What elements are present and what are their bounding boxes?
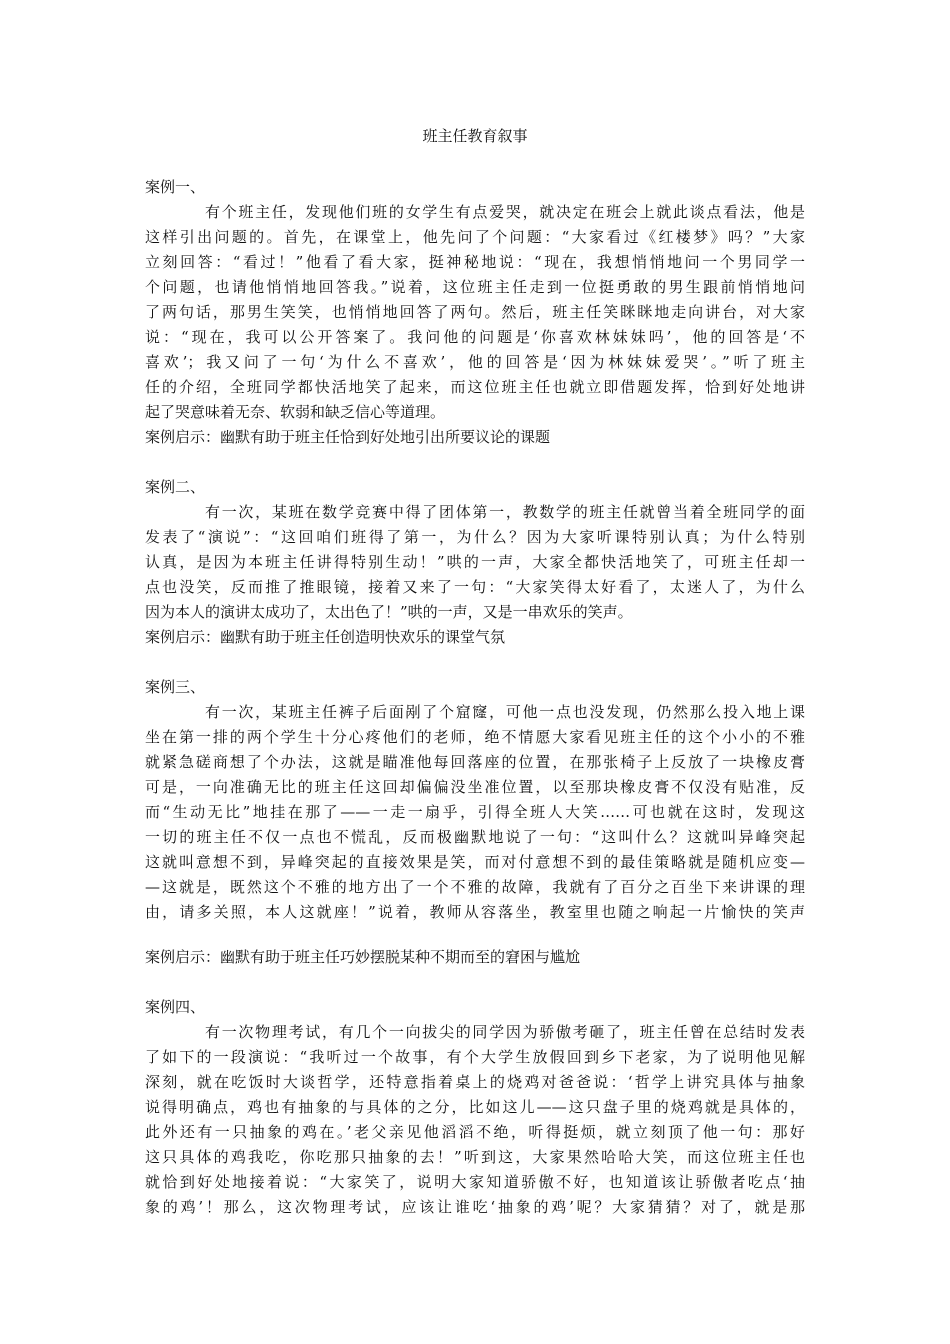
case-1-line: 说：“现在，我可以公开答案了。我问他的问题是‘你喜欢林妹妹吗’，他的回答是‘不 xyxy=(145,328,805,346)
case-2-body xyxy=(145,500,805,625)
case-3-body xyxy=(145,700,805,925)
case-1-line: 任的介绍，全班同学都快活地笑了起来，而这位班主任也就立即借题发挥，恰到好处地讲 xyxy=(145,378,805,396)
case-4-heading: 案例四、 xyxy=(145,998,206,1016)
case-2-line: 认真，是因为本班主任讲得特别生动！”哄的一声，大家全都快活地笑了，可班主任却一 xyxy=(145,553,805,571)
case-2-line: 发表了“演说”：“这回咱们班得了第一，为什么？因为大家听课特别认真；为什么特别 xyxy=(145,528,805,546)
case-3-line: 有一次，某班主任裤子后面剐了个窟窿，可他一点也没发现，仍然那么投入地上课 xyxy=(205,703,805,721)
case-1-line: 这样引出问题的。首先，在课堂上，他先问了个问题：“大家看过《红楼梦》吗？”大家 xyxy=(145,228,805,246)
case-4-line: 了如下的一段演说：“我听过一个故事，有个大学生放假回到乡下老家，为了说明他见解 xyxy=(145,1048,805,1066)
case-2-insight: 案例启示：幽默有助于班主任创造明快欢乐的课堂气氛 xyxy=(145,628,506,646)
case-3-line: 一切的班主任不仅一点也不慌乱，反而极幽默地说了一句：“这叫什么？这就叫异峰突起 xyxy=(145,828,805,846)
case-4-line: 这只具体的鸡我吃，你吃那只抽象的去！”听到这，大家果然哈哈大笑，而这位班主任也 xyxy=(145,1148,805,1166)
case-4-line: 象的鸡’！那么，这次物理考试，应该让谁吃‘抽象的鸡’呢？大家猜猜？对了，就是那 xyxy=(145,1198,805,1216)
case-3-line: 由，请多关照，本人这就座！”说着，教师从容落坐，教室里也随之响起一片愉快的笑声 xyxy=(145,903,805,921)
case-2-line: 有一次，某班在数学竞赛中得了团体第一，教数学的班主任就曾当着全班同学的面 xyxy=(205,503,805,521)
case-1-line: 起了哭意味着无奈、软弱和缺乏信心等道理。 xyxy=(145,403,446,421)
case-2-heading: 案例二、 xyxy=(145,478,206,496)
case-3-line: 坐在第一排的两个学生十分心疼他们的老师，绝不情愿大家看见班主任的这个小小的不雅 xyxy=(145,728,805,746)
case-1-line: 喜欢’；我又问了一句‘为什么不喜欢’，他的回答是‘因为林妹妹爱哭’。”听了班主 xyxy=(145,353,805,371)
case-4-line: 深刻，就在吃饭时大谈哲学，还特意指着桌上的烧鸡对爸爸说：‘哲学上讲究具体与抽象 xyxy=(145,1073,805,1091)
case-3-line: 可是，一向准确无比的班主任这回却偏偏没坐准位置，以至那块橡皮膏不仅没有贴准，反 xyxy=(145,778,805,796)
case-3-line: —这就是，既然这个不雅的地方出了一个不雅的故障，我就有了百分之百坐下来讲课的理 xyxy=(145,878,805,896)
case-3-line: 就紧急磋商想了个办法，这就是瞄准他每回落座的位置，在那张椅子上反放了一块橡皮膏 xyxy=(145,753,805,771)
case-4-line: 说得明确点，鸡也有抽象的与具体的之分，比如这儿——这只盘子里的烧鸡就是具体的， xyxy=(145,1098,805,1116)
case-3-heading: 案例三、 xyxy=(145,678,206,696)
case-1-line: 了两句话，那男生笑笑，也悄悄地回答了两句。然后，班主任笑眯眯地走向讲台，对大家 xyxy=(145,303,805,321)
case-1-line: 有个班主任，发现他们班的女学生有点爱哭，就决定在班会上就此谈点看法，他是 xyxy=(205,203,805,221)
case-3-line: 这就叫意想不到，异峰突起的直接效果是笑，而对付意想不到的最佳策略就是随机应变— xyxy=(145,853,805,871)
case-3-line: 而“生动无比”地挂在那了——一走一扇乎，引得全班人大笑……可也就在这时，发现这 xyxy=(145,803,805,821)
case-4-line: 此外还有一只抽象的鸡在。’老父亲见他滔滔不绝，听得挺烦，就立刻顶了他一句：那好 xyxy=(145,1123,805,1141)
case-4-body xyxy=(145,1020,805,1220)
case-1-body xyxy=(145,200,805,425)
case-1-insight: 案例启示：幽默有助于班主任恰到好处地引出所要议论的课题 xyxy=(145,428,551,446)
case-1-heading: 案例一、 xyxy=(145,178,206,196)
case-4-line: 就恰到好处地接着说：“大家笑了，说明大家知道骄傲不好，也知道该让骄傲者吃点‘抽 xyxy=(145,1173,805,1191)
case-2-line: 因为本人的演讲太成功了，太出色了！”哄的一声，又是一串欢乐的笑声。 xyxy=(145,603,633,621)
case-1-line: 个问题，也请他悄悄地回答我。”说着，这位班主任走到一位挺勇敢的男生跟前悄悄地问 xyxy=(145,278,805,296)
case-2-line: 点也没笑，反而推了推眼镜，接着又来了一句：“大家笑得太好看了，太迷人了，为什么 xyxy=(145,578,805,596)
case-4-line: 有一次物理考试，有几个一向拔尖的同学因为骄傲考砸了，班主任曾在总结时发表 xyxy=(205,1023,805,1041)
case-3-insight: 案例启示：幽默有助于班主任巧妙摆脱某种不期而至的窘困与尴尬 xyxy=(145,948,581,966)
case-1-line: 立刻回答：“看过！”他看了看大家，挺神秘地说：“现在，我想悄悄地问一个男同学一 xyxy=(145,253,805,271)
document-title: 班主任教育叙事 xyxy=(422,127,528,145)
